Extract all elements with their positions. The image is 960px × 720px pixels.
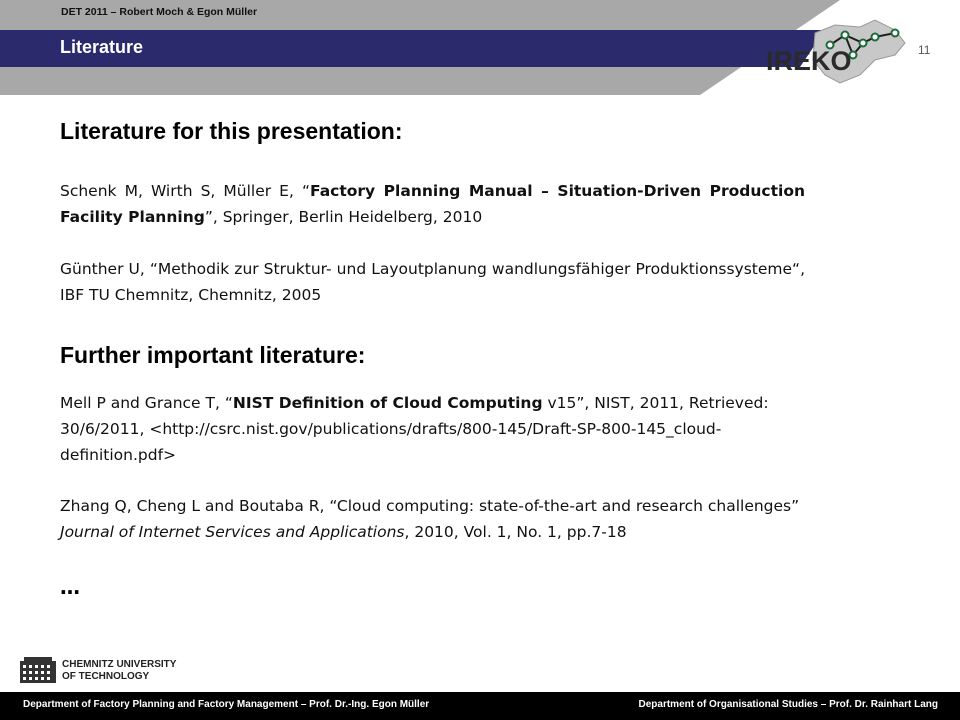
- ref3-title: NIST Definition of Cloud Computing: [232, 394, 543, 412]
- reference-schenk: [60, 178, 805, 230]
- ref2-text: Günther U, “Methodik zur Struktur- und Layoutplanung wandlungsfähiger Produktionssysteme“, IBF TU Chemnitz, Chemnitz, 2005: [60, 260, 805, 304]
- heading-literature: Literature for this presentation:: [60, 118, 403, 144]
- ireko-logo-text: IREKO: [766, 46, 852, 76]
- ellipsis: …: [60, 575, 80, 599]
- ref3-post: v15”, NIST, 2011, Retrieved: 30/6/2011, <http://csrc.nist.gov/publications/drafts/800-145/Draft-SP-800-145_cloud-definition.pdf>: [60, 394, 769, 464]
- ref1-title: Factory Planning Manual – Situation-Driven Production Facility Planning: [60, 182, 806, 226]
- ref4-post: , 2010, Vol. 1, No. 1, pp.7-18: [404, 523, 627, 541]
- ref4-pre: Zhang Q, Cheng L and Boutaba R, “Cloud computing: state-of-the-art and research challenges”: [60, 497, 800, 515]
- footer-left-text: Department of Factory Planning and Factory Management – Prof. Dr.-Ing. Egon Müller: [23, 699, 430, 710]
- university-line2: OF TECHNOLOGY: [62, 671, 150, 682]
- ref4-journal: Journal of Internet Services and Applications: [60, 523, 405, 541]
- reference-guenther: [60, 256, 805, 308]
- ref1-post: ”, Springer, Berlin Heidelberg, 2010: [204, 208, 483, 226]
- ref1-pre: Schenk M, Wirth S, Müller E, “: [60, 182, 311, 200]
- university-logo-icon: [20, 657, 56, 683]
- university-name: [62, 659, 176, 683]
- page-number: 11: [918, 43, 931, 57]
- section-title: Literature: [60, 37, 144, 57]
- university-line1: CHEMNITZ UNIVERSITY: [62, 659, 177, 670]
- heading-further-literature: Further important literature:: [60, 342, 366, 368]
- conference-line: DET 2011 – Robert Moch & Egon Müller: [61, 6, 258, 18]
- reference-mell: [60, 390, 805, 468]
- ref3-pre: Mell P and Grance T, “: [60, 394, 233, 412]
- footer-right-text: Department of Organisational Studies – Prof. Dr. Rainhart Lang: [638, 699, 938, 710]
- reference-zhang: [60, 493, 805, 545]
